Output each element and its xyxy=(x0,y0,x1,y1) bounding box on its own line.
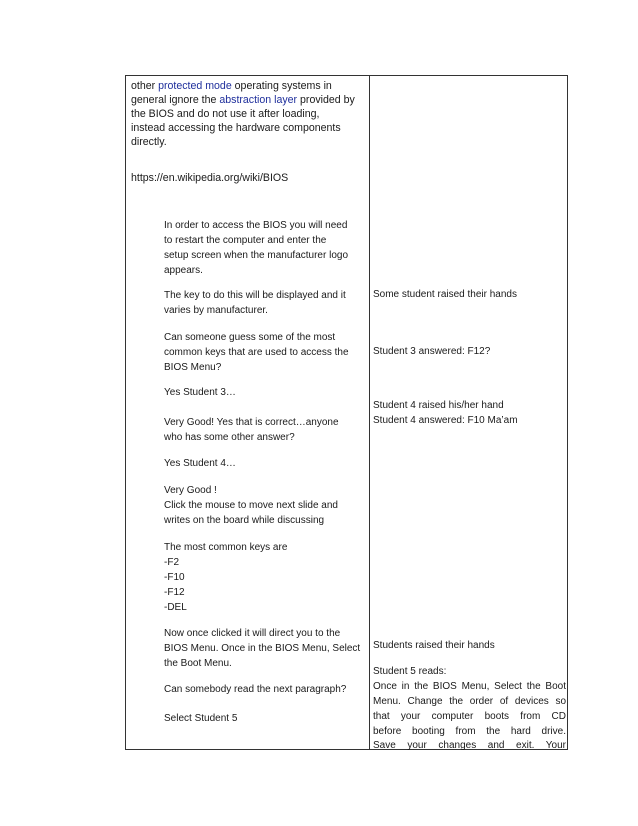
teacher-line: setup screen when the manufacturer logo xyxy=(164,250,348,261)
student-response: Student 5 reads: xyxy=(373,666,447,677)
teacher-line: varies by manufacturer. xyxy=(164,305,268,316)
teacher-line: In order to access the BIOS you will need xyxy=(164,220,348,231)
student-reading-line: Once in the BIOS Menu, Select the Boot xyxy=(373,681,566,692)
excerpt-line-1: other protected mode operating systems in xyxy=(131,80,332,92)
student-response: Student 4 raised his/her hand xyxy=(373,400,504,411)
teacher-line: -DEL xyxy=(164,602,187,613)
student-response: Students raised their hands xyxy=(373,640,495,651)
student-reading-line: before booting from the hard drive. xyxy=(373,726,566,737)
teacher-line: appears. xyxy=(164,265,203,276)
teacher-line: BIOS Menu? xyxy=(164,362,222,373)
teacher-line: The most common keys are xyxy=(164,542,288,553)
teacher-line: -F2 xyxy=(164,557,179,568)
teacher-line: to restart the computer and enter the xyxy=(164,235,327,246)
excerpt-line-2: general ignore the abstraction layer provided by xyxy=(131,94,355,106)
teacher-line: Select Student 5 xyxy=(164,713,238,724)
abstraction-layer-link[interactable]: abstraction layer xyxy=(219,94,298,106)
excerpt-line-4: instead accessing the hardware components xyxy=(131,122,341,134)
student-response: Student 3 answered: F12? xyxy=(373,346,491,357)
excerpt-line-3: the BIOS and do not use it after loading, xyxy=(131,108,320,120)
teacher-line: Yes Student 4… xyxy=(164,458,236,469)
teacher-line: Very Good! Yes that is correct…anyone xyxy=(164,417,339,428)
teacher-line: BIOS Menu. Once in the BIOS Menu, Select xyxy=(164,643,361,654)
source-url: https://en.wikipedia.org/wiki/BIOS xyxy=(131,172,289,184)
student-response: Some student raised their hands xyxy=(373,289,517,300)
lesson-table xyxy=(125,75,568,750)
student-reading-line: Save your changes and exit. Your xyxy=(373,740,566,751)
teacher-line: Now once clicked it will direct you to the xyxy=(164,628,341,639)
student-reading-line: that your computer boots from CD xyxy=(373,711,566,722)
teacher-line: common keys that are used to access the xyxy=(164,347,349,358)
teacher-line: Yes Student 3… xyxy=(164,387,236,398)
teacher-line: writes on the board while discussing xyxy=(164,515,325,526)
teacher-line: the Boot Menu. xyxy=(164,658,232,669)
teacher-line: -F12 xyxy=(164,587,185,598)
teacher-line: Can someone guess some of the most xyxy=(164,332,336,343)
teacher-line: Click the mouse to move next slide and xyxy=(164,500,338,511)
protected-mode-link[interactable]: protected mode xyxy=(158,80,232,92)
teacher-line: The key to do this will be displayed and it xyxy=(164,290,346,301)
teacher-line: who has some other answer? xyxy=(164,432,295,443)
student-reading-line: Menu. Change the order of devices so xyxy=(373,696,566,707)
teacher-line: -F10 xyxy=(164,572,185,583)
teacher-line: Can somebody read the next paragraph? xyxy=(164,684,347,695)
excerpt-line-5: directly. xyxy=(131,136,167,148)
teacher-line: Very Good ! xyxy=(164,485,217,496)
student-response: Student 4 answered: F10 Ma’am xyxy=(373,415,518,426)
column-divider xyxy=(369,76,370,749)
